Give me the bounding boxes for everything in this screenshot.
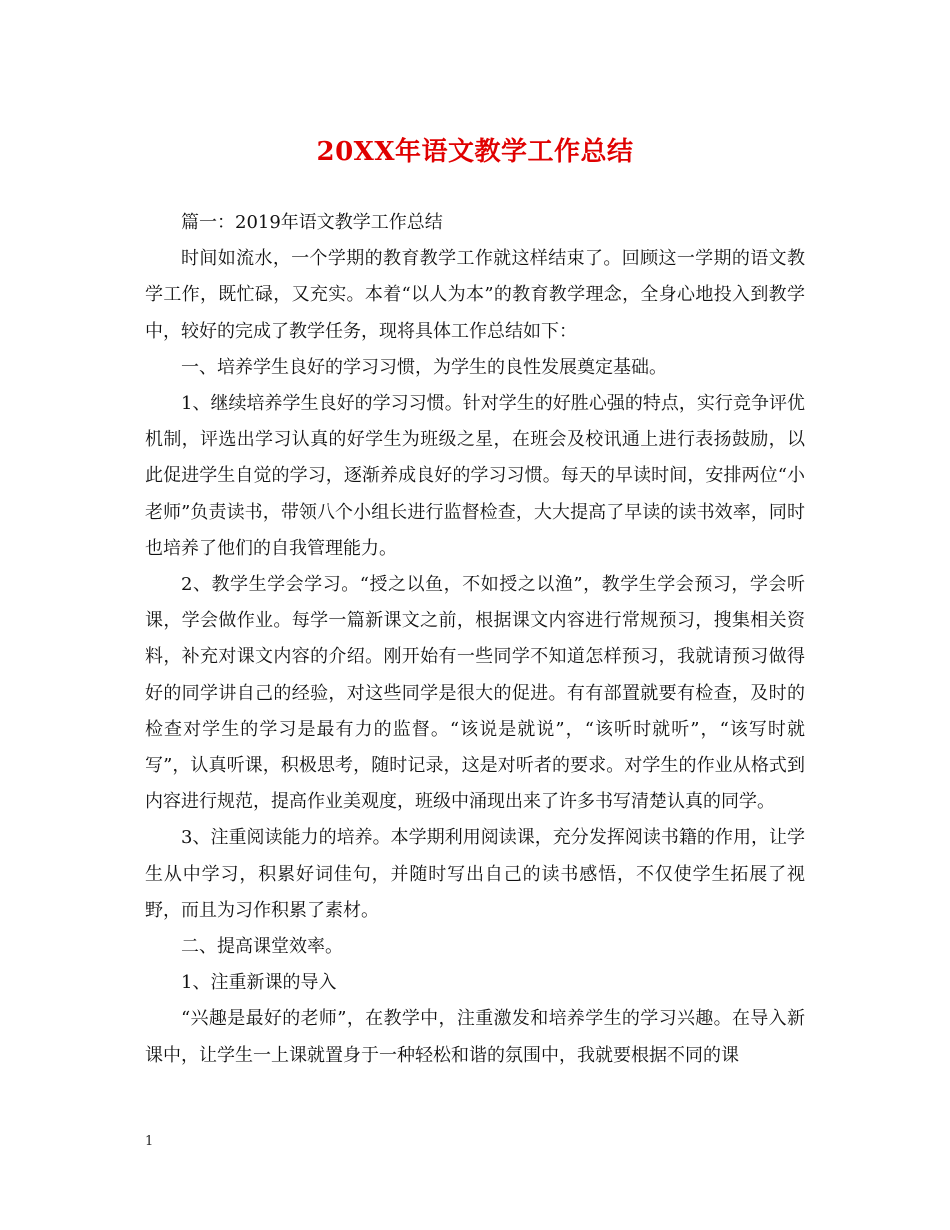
paragraph-heading-2: 二、提高课堂效率。 <box>181 936 343 958</box>
paragraph-item-1: 1、继续培养学生良好的学习习惯。针对学生的好胜心强的特点，实行竞争评优机制，评选出学习认真的好学生为班级之星，在班会及校讯通上进行表扬鼓励，以此促进学生自觉的学习，逐渐养成良好的学习习惯。每天的早读时间，安排两位“小老师”负责读书，带领八个小组长进行监督检查，大大提高了早读的读书效率，同时也培养了他们的自我管理能力。 <box>145 393 805 559</box>
document-title: 20XX年语文教学工作总结 <box>316 137 634 167</box>
paragraph-heading-1: 一、培养学生良好的学习习惯，为学生的良性发展奠定基础。 <box>181 356 667 378</box>
paragraph-item-2: 2、教学生学会学习。“授之以鱼，不如授之以渔”，教学生学会预习，学会听课，学会做作业。每学一篇新课文之前，根据课文内容进行常规预习，搜集相关资料，补充对课文内容的介绍。刚开始有一些同学不知道怎样预习，我就请预习做得好的同学讲自己的经验，对这些同学是很大的促进。有有部置就要有检查，及时的检查对学生的学习是最有力的监督。“该说是就说”，“该听时就听”，“该写时就写”，认真听课，积极思考，随时记录，这是对听者的要求。对学生的作业从格式到内容进行规范，提高作业美观度，班级中涌现出来了许多书写清楚认真的同学。 <box>145 574 805 813</box>
page-number: 1 <box>145 1134 154 1149</box>
paragraph-section-heading: 篇一：2019年语文教学工作总结 <box>181 212 443 233</box>
document-body <box>145 205 805 1074</box>
paragraph-item-3: 3、注重阅读能力的培养。本学期利用阅读课，充分发挥阅读书籍的作用，让学生从中学习，积累好词佳句，并随时写出自己的读书感悟，不仅使学生拓展了视野，而且为习作积累了素材。 <box>145 827 805 921</box>
paragraph-subheading-1: 1、注重新课的导入 <box>181 972 337 994</box>
paragraph-intro: 时间如流水，一个学期的教育教学工作就这样结束了。回顾这一学期的语文教学工作，既忙碌，又充实。本着“以人为本”的教育教学理念，全身心地投入到教学中，较好的完成了教学任务，现将具体工作总结如下： <box>145 248 805 342</box>
paragraph-body-continued: “兴趣是最好的老师”，在教学中，注重激发和培养学生的学习兴趣。在导入新课中，让学生一上课就置身于一种轻松和谐的氛围中，我就要根据不同的课 <box>145 1008 805 1066</box>
